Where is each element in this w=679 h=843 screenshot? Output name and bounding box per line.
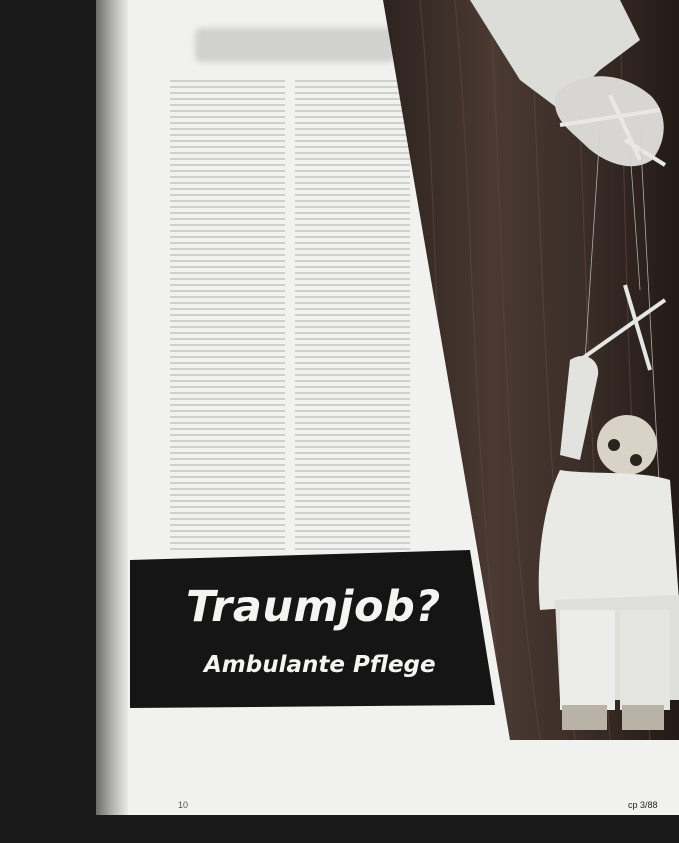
article-subtitle: Ambulante Pflege — [204, 652, 436, 678]
issue-label: cp 3/88 — [628, 800, 658, 810]
page-number: 10 — [178, 800, 189, 810]
article-title: Traumjob? — [186, 582, 441, 632]
